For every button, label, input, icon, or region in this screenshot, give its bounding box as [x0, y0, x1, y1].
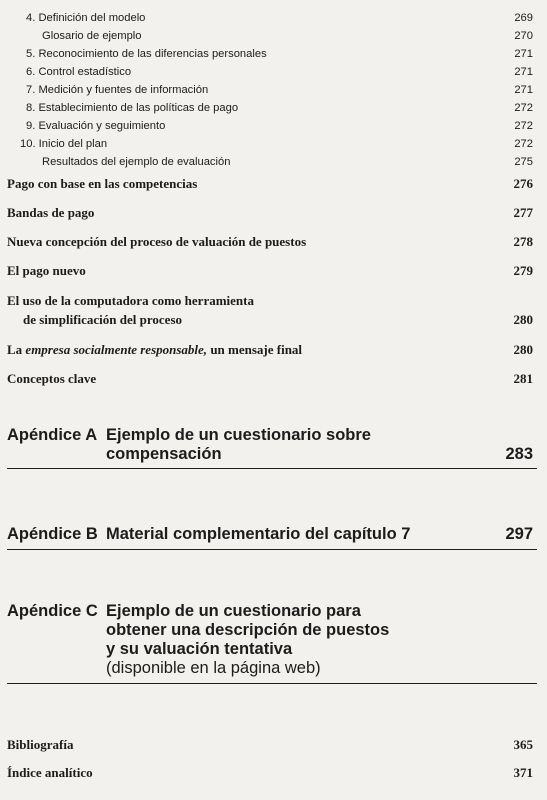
appendix-title-line: obtener una descripción de puestos: [106, 621, 390, 639]
toc-entry-page: 281: [513, 371, 533, 386]
toc-entry-page: 269: [514, 12, 533, 24]
appendix-availability-note: (disponible en la página web): [106, 659, 321, 677]
toc-entry-page: 276: [513, 176, 533, 191]
appendix-title-line: Material complementario del capítulo 7: [106, 525, 411, 543]
appendix-title-line: y su valuación tentativa: [106, 640, 293, 658]
toc-entry-title: El pago nuevo: [7, 263, 86, 278]
toc-entry-title: 6. Control estadístico: [26, 66, 132, 78]
toc-entry-page: 280: [513, 342, 533, 357]
divider: [7, 683, 537, 684]
toc-entry-page: 365: [513, 737, 533, 752]
toc-entry-title: 4. Definición del modelo: [26, 12, 146, 24]
appendix-page: 297: [505, 525, 533, 543]
toc-entry-page: 270: [514, 30, 533, 42]
toc-entry-page: 279: [513, 263, 533, 278]
toc-entry-page: 275: [514, 156, 533, 168]
toc-entry-page: 280: [513, 312, 533, 327]
appendix-title-line: compensación: [106, 445, 222, 463]
toc-entry-title-pre: La: [7, 342, 26, 357]
toc-entry-page: 277: [513, 205, 533, 220]
divider: [7, 468, 537, 469]
toc-entry-page: 371: [513, 765, 533, 780]
toc-entry-title: Conceptos clave: [7, 371, 97, 386]
appendix-label: Apéndice A: [7, 426, 98, 444]
toc-entry-title: Bibliografía: [7, 737, 74, 752]
toc-entry-page: 271: [514, 84, 533, 96]
toc-entry-title: Resultados del ejemplo de evaluación: [42, 156, 231, 168]
toc-entry-page: 271: [514, 66, 533, 78]
appendix-label: Apéndice C: [7, 602, 98, 620]
appendix-title-line: Ejemplo de un cuestionario sobre: [106, 426, 371, 444]
toc-entry-title: Nueva concepción del proceso de valuación de puestos: [7, 234, 307, 249]
toc-entry-title-emphasis: empresa socialmente responsable,: [25, 342, 208, 357]
toc-entry-title: Índice analítico: [7, 765, 93, 780]
toc-entry-page: 271: [514, 48, 533, 60]
toc-entry-title: 8. Establecimiento de las políticas de pago: [26, 102, 239, 114]
toc-entry-title: Glosario de ejemplo: [42, 30, 142, 42]
toc-entry-page: 272: [514, 138, 533, 150]
toc-entry-title: Bandas de pago: [7, 205, 95, 220]
toc-entry-title: de simplificación del proceso: [23, 312, 183, 327]
toc-entry-title: 5. Reconocimiento de las diferencias personales: [26, 48, 267, 60]
toc-entry-title: Pago con base en las competencias: [7, 176, 198, 191]
appendix-page: 283: [505, 445, 533, 463]
toc-entry-page: 278: [513, 234, 533, 249]
divider: [7, 549, 537, 550]
toc-entry-title: 9. Evaluación y seguimiento: [26, 120, 166, 132]
appendix-label: Apéndice B: [7, 525, 98, 543]
toc-entry-title: 10. Inicio del plan: [20, 138, 108, 150]
toc-entry-title: 7. Medición y fuentes de información: [26, 84, 209, 96]
toc-entry-page: 272: [514, 102, 533, 114]
appendix-title-line: Ejemplo de un cuestionario para: [106, 602, 361, 620]
toc-entry-title-post: un mensaje final: [207, 342, 303, 357]
toc-entry-title: [7, 341, 302, 358]
toc-entry-page: 272: [514, 120, 533, 132]
toc-entry-title: El uso de la computadora como herramienta: [7, 293, 254, 308]
